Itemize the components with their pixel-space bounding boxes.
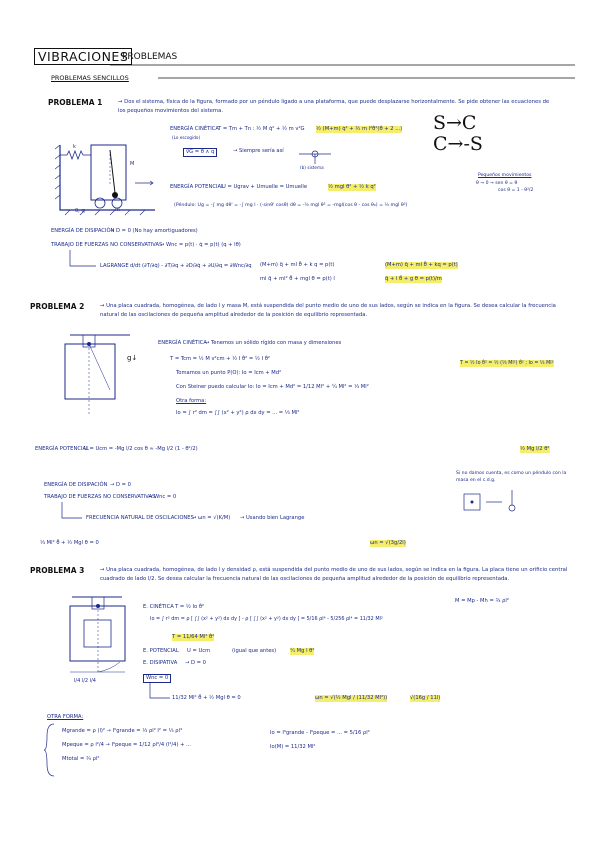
p1-pot-expr: U = Ugrav + Umuelle = Umuelle xyxy=(222,184,308,190)
svg-text:g↓: g↓ xyxy=(127,354,138,362)
p3-pot-result: ¼ Mg l θ² xyxy=(290,648,315,654)
svg-text:k: k xyxy=(73,144,76,150)
p3-alt-b: Mpeque = ρ l²/4 → I⁰peque = 1/12 ρl²/4 (l²/4) + ... xyxy=(62,742,192,748)
problem-2-statement: → Una placa cuadrada, homogénea, de lado l y masa M, está suspendida del punto medio de uno de sus lados, según se indica en la figura. Se desea calcular la frecuencia natural de las oscilaciones de pequeña amplitud alrededor de la posición de equilibrio representada. xyxy=(100,303,556,318)
problem-3-statement: → Una placa cuadrada, homogénea, de lado l y densidad ρ, está suspendida del punto medio de uno de sus lados, según se indica en la figura. La placa tiene un orificio central cuadrado de lado l/2. Se desea calcular la frecuencia natural de las oscilaciones de pequeña amplitud alrededor de la posición de equilibrio representada. xyxy=(100,567,568,582)
p2-alt-label: Otra forma: xyxy=(176,398,207,404)
page-title: VIBRACIONES xyxy=(34,48,132,65)
p3-lag-expr: 11/32 Ml² θ̈ + ½ Mgl θ = 0 xyxy=(172,695,241,701)
p2-kin-tail: → Tenemos un sólido rígido con masa y dimensiones xyxy=(205,340,342,346)
p1-dis-label: ENERGÍA DE DISIPACIÓN xyxy=(51,228,115,234)
p3-work-expr: Wnc = 0 xyxy=(143,674,171,683)
problem-3-title: PROBLEMA 3 xyxy=(30,566,85,575)
p2-work-label: TRABAJO DE FUERZAS NO CONSERVATIVAS xyxy=(44,494,156,500)
p2-pendulum-sketch xyxy=(462,488,522,518)
p3-t-expr: T = 11/64 Ml² θ̇² xyxy=(172,634,215,640)
p2-dis-label: ENERGÍA DE DISIPACIÓN xyxy=(44,482,108,488)
problem-1-title: PROBLEMA 1 xyxy=(48,98,103,107)
p3-alt-a: Mgrande = ρ (l)² → I⁰grande = ⅓ ρl² l² = ⅓ ρl⁴ xyxy=(62,728,183,734)
p1-kin-note: (Lo escogido) xyxy=(172,135,201,140)
p3-io-expr: Io = ∫ r² dm = ρ [ ∫∫ (x² + y²) dx dy ] - ρ [ ∫∫ (x² + y²) dx dy ] = 5/16 ρl⁴ - 5/256 ρl⁴ = 11/32 Ml² xyxy=(150,616,383,622)
p3-pot-label: E. POTENCIAL xyxy=(143,648,179,654)
problem-2-figure xyxy=(55,330,145,420)
p1-lag-label: LAGRANGE xyxy=(100,263,129,269)
p1-kin-expr: T = Tm + Tn : ½ M q̇² + ½ m v²G xyxy=(218,126,305,132)
p1-work-expr: → Wnc = p(t) · q̇ = p(t) (q + lθ) xyxy=(160,242,241,248)
p1-lag-expr: d/dt (∂T/∂q̇) - ∂T/∂q + ∂D/∂q̇ + ∂U/∂q = ∂Wnc/∂q xyxy=(130,263,252,269)
p2-steiner-1: Tomamos un punto P(O): Io = Icm + Md² xyxy=(176,370,282,376)
p3-alt-label: OTRA FORMA: xyxy=(47,714,84,720)
p2-freq-expr: → ωn = √(K/M) xyxy=(192,515,231,521)
p1-dis-expr: → D = 0 (No hay amortiguadores) xyxy=(110,228,198,234)
p3-result-w: ωn = √(½ Mgl / (11/32 Ml²)) xyxy=(315,695,388,701)
p3-result: √(16g / 11l) xyxy=(410,695,441,701)
section-title: PROBLEMAS SENCILLOS xyxy=(51,74,129,82)
p1-pot-label: ENERGÍA POTENCIAL xyxy=(170,184,224,190)
p1-result-a: (M+m) q̈ + ml θ̈ + kq = p(t) xyxy=(385,262,458,268)
problem-2-title: PROBLEMA 2 xyxy=(30,302,85,311)
svg-text:m: m xyxy=(115,207,120,213)
p1-lagrange-arrow xyxy=(68,250,98,270)
p1-work-label: TRABAJO DE FUERZAS NO CONSERVATIVAS xyxy=(51,242,163,248)
p1-vg-tail: → Siempre sería así xyxy=(233,148,284,154)
p1-vector-sketch xyxy=(295,142,335,166)
p1-kin-label: ENERGÍA CINÉTICA xyxy=(170,126,219,132)
p2-kin-label: ENERGÍA CINÉTICA xyxy=(158,340,207,346)
p2-work-expr: → Wnc = 0 xyxy=(148,494,177,500)
p2-pot-expr: U = Ucm = -Mg l/2 cos θ ≈ -Mg l/2 (1 - θ²/2) xyxy=(84,446,198,452)
p1-eq-a: (M+m) q̈ + ml θ̈ + k q = p(t) xyxy=(260,262,335,268)
p3-alt-r2: Io(M) = 11/32 Ml² xyxy=(270,744,316,750)
p3-pot-expr: U = Ucm xyxy=(187,648,211,654)
p2-pot-result: ½ Mg l/2 θ² xyxy=(520,446,550,452)
p1-kin-result: ½ (M+m) q̇² + ½ m l²θ̇²(θ̇ + 2 ...) xyxy=(316,126,403,132)
p1-pot-full: (Péndulo: Ug = -∫ mg dθ' = -∫ mg l · (-sinθ' cosθ) dθ = -½ mgl θ² = -mgl(cos θ - cos θ₀) = ½ mgl θ²) xyxy=(174,203,408,208)
p2-pot-label: ENERGÍA POTENCIAL xyxy=(35,446,89,452)
p1-pot-result: ½ mgl θ² + ½ k q² xyxy=(328,184,376,190)
p3-kin-expr: T = ½ Io θ̇² xyxy=(175,604,205,610)
page-subtitle: PROBLEMAS xyxy=(122,52,178,62)
p1-small-1: θ → 0 → sen θ = θ xyxy=(476,181,518,186)
p2-freq-tail: → Usando bien Lagrange xyxy=(240,515,305,521)
p2-kin-box: T = ½ Io θ̇² = ½ (⅓ Ml²) θ̇² ; Io = ⅓ Ml² xyxy=(460,361,554,366)
p1-eq-b: ml q̈ + ml² θ̈ + mgl θ = p(t) l xyxy=(260,276,335,282)
p3-lagrange-arrow xyxy=(148,682,172,702)
p3-dis-expr: → D = 0 xyxy=(185,660,206,666)
header-rule xyxy=(110,62,580,82)
p1-vg-expr: v⃗G = θ̇ ∧ q xyxy=(183,148,217,157)
p2-result: ωn = √(3g/2l) xyxy=(370,540,406,546)
p1-small-2: cos θ = 1 - θ²/2 xyxy=(498,188,534,193)
p1-result-b: q̈ + l θ̈ + g θ = p(t)/m xyxy=(385,276,442,282)
p3-kin-label: E. CINÉTICA xyxy=(143,604,174,610)
p2-pot-note: Si no damos cuenta, es como un péndulo con la masa en el c.d.g. xyxy=(456,471,567,483)
p1-coords: θ, q xyxy=(75,208,85,214)
problem-3-figure xyxy=(60,592,140,692)
side-note-1: S→C xyxy=(433,112,477,134)
p3-alt-brace xyxy=(44,722,56,778)
side-note-2: C→-S xyxy=(433,133,483,155)
problem-1-statement: → Dos el sistema, física de la figura, formado por un péndulo ligado a una plataforma, que puede desplazarse horizontalmente. Se pide obtener las ecuaciones de los pequeños movimientos del sistema. xyxy=(118,99,550,114)
p2-dis-expr: → D = 0 xyxy=(110,482,131,488)
p3-dis-label: E. DISIPATIVA xyxy=(143,660,178,666)
p3-alt-r1: Io = I⁰grande - I⁰peque = ... = 5/16 ρl⁴ xyxy=(270,730,370,736)
p2-steiner-2: Con Steiner puedo calcular Io: Io = Icm + Md² = 1/12 Ml² + ¼ Ml² = ⅓ Ml² xyxy=(176,384,369,390)
p3-alt-c: Mtotal = ¾ ρl² xyxy=(62,756,100,762)
p2-lag-expr: ⅓ Ml² θ̈ + ½ Mgl θ = 0 xyxy=(40,540,99,546)
problem-1-figure xyxy=(55,135,165,225)
svg-text:M: M xyxy=(130,161,135,167)
p1-vec-note: (b) sistema xyxy=(300,165,324,170)
p1-small-title: Pequeños movimientos xyxy=(478,173,532,178)
p2-alt-expr: Io = ∫ r² dm = ∫∫ (x² + y²) ρ dx dy = ... = ⅓ Ml² xyxy=(176,410,300,416)
p2-kin-expr: T = Tcm = ½ M v²cm + ½ I θ̇² = ½ I θ̇² xyxy=(170,356,271,362)
p3-pot-tail: (igual que antes) xyxy=(232,648,277,654)
p3-mass: M = Mp - Mh = ¾ ρl² xyxy=(455,598,509,604)
p2-freq-label: FRECUENCIA NATURAL DE OSCILACIONES xyxy=(86,515,194,521)
p2-freq-arrow xyxy=(60,502,84,522)
svg-text:l/4 l/2 l/4: l/4 l/2 l/4 xyxy=(74,678,96,684)
